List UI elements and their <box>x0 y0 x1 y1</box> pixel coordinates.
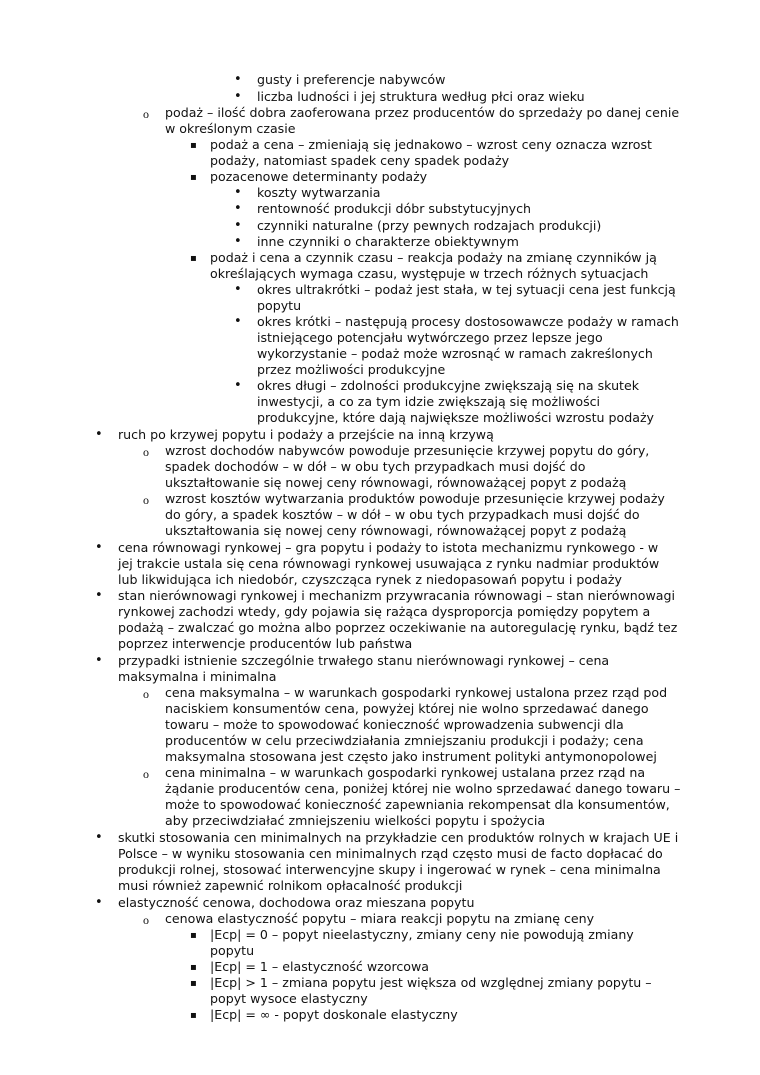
item-text: inne czynniki o charakterze obiektywnym <box>257 234 519 249</box>
item-text: czynniki naturalne (przy pewnych rodzajach produkcji) <box>257 218 602 233</box>
item-text: ruch po krzywej popytu i podaży a przejście na inną krzywą <box>118 427 494 442</box>
bullet-icon: o <box>143 445 149 459</box>
bullet-icon: o <box>143 767 149 781</box>
bullet-icon: • <box>234 378 242 393</box>
item-text: może to spowodować konieczność zapewniania rekompensat dla konsumentów, <box>165 797 670 812</box>
bullet-icon: ▪ <box>190 253 197 264</box>
item-text: Polsce – w wyniku stosowania cen minimalnych rząd często musi de facto dopłacać do <box>118 846 663 861</box>
item-text: wzrost dochodów nabywców powoduje przesunięcie krzywej popytu do góry, <box>165 443 650 458</box>
bullet-icon: ▪ <box>190 930 197 941</box>
item-text: podaży, natomiast spadek ceny spadek podaży <box>210 153 510 168</box>
item-text: podaż – ilość dobra zaoferowana przez producentów do sprzedaży po danej cenie <box>165 105 680 120</box>
bullet-icon: • <box>234 185 242 200</box>
item-text: |Ecp| > 1 – zmiana popytu jest większa od względnej zmiany popytu – <box>210 975 652 990</box>
bullet-icon: o <box>143 687 149 701</box>
item-text: popytu <box>210 943 255 958</box>
item-text: skutki stosowania cen minimalnych na przykładzie cen produktów rolnych w krajach UE i <box>118 830 679 845</box>
item-text: popyt wysoce elastyczny <box>210 991 368 1006</box>
bullet-icon: • <box>234 234 242 249</box>
item-text: żądanie producentów cena, poniżej której nie wolno sprzedawać danego towaru – <box>165 781 681 796</box>
item-text: ukształtowania się nowej ceny równowagi, równoważącej popyt z podażą <box>165 523 627 538</box>
item-text: naciskiem konsumentów cena, powyżej której nie wolno sprzedawać danego <box>165 701 649 716</box>
bullet-icon: • <box>95 427 103 442</box>
bullet-icon: o <box>143 913 149 927</box>
bullet-icon: • <box>234 314 242 329</box>
item-text: stan nierównowagi rynkowej i mechanizm przywracania równowagi – stan nierównowagi <box>118 588 675 603</box>
item-text: poprzez interwencje producentów lub państwa <box>118 636 413 651</box>
item-text: przypadki istnienie szczególnie trwałego stanu nierównowagi rynkowej – cena <box>118 653 610 668</box>
bullet-icon: • <box>95 653 103 668</box>
item-text: podaż a cena – zmieniają się jednakowo – wzrost ceny oznacza wzrost <box>210 137 652 152</box>
item-text: cena równowagi rynkowej – gra popytu i podaży to istota mechanizmu rynkowego - w <box>118 540 659 555</box>
item-text: cena maksymalna – w warunkach gospodarki rynkowej ustalona przez rząd pod <box>165 685 668 700</box>
item-text: |Ecp| = 1 – elastyczność wzorcowa <box>210 959 430 974</box>
item-text: maksymalna i minimalna <box>118 669 277 684</box>
item-text: liczba ludności i jej struktura według płci oraz wieku <box>257 89 585 104</box>
item-text: |Ecp| = ∞ - popyt doskonale elastyczny <box>210 1007 458 1022</box>
item-text: inwestycji, a co za tym idzie zwiększają się możliwości <box>257 394 601 409</box>
item-text: rynkowej zachodzi wtedy, gdy pojawia się rażąca dysproporcja pomiędzy popytem a <box>118 604 651 619</box>
item-text: jej trakcie ustala się cena równowagi rynkowej usuwająca z rynku nadmiar produktów <box>118 556 660 571</box>
item-text: produkcyjne, które dają największe możliwości wzrostu podaży <box>257 410 655 425</box>
item-text: podażą – zwalczać go można albo poprzez oczekiwanie na autoregulację rynku, bądź tez <box>118 620 678 635</box>
item-text: popytu <box>257 298 302 313</box>
item-text: istniejącego potencjału wytwórczego przez lepsze jego <box>257 330 603 345</box>
item-text: musi również zapewnić rolnikom opłacalność produkcji <box>118 878 463 893</box>
item-text: lub likwidująca ich niedobór, czyszcząca rynek z niedopasowań popytu i podaży <box>118 572 622 587</box>
bullet-icon: • <box>234 218 242 233</box>
bullet-icon: • <box>95 588 103 603</box>
item-text: wzrost kosztów wytwarzania produktów powoduje przesunięcie krzywej podaży <box>165 491 665 506</box>
bullet-icon: ▪ <box>190 978 197 989</box>
bullet-icon: • <box>95 540 103 555</box>
bullet-icon: • <box>234 201 242 216</box>
item-text: elastyczność cenowa, dochodowa oraz mieszana popytu <box>118 895 475 910</box>
item-text: producentów w celu przeciwdziałania zmniejszaniu produkcji i podaży; cena <box>165 733 644 748</box>
bullet-icon: o <box>143 107 149 121</box>
bullet-icon: • <box>234 282 242 297</box>
bullet-icon: • <box>234 89 242 104</box>
item-text: podaż i cena a czynnik czasu – reakcja podaży na zmianę czynników ją <box>210 250 657 265</box>
item-text: pozacenowe determinanty podaży <box>210 169 428 184</box>
bullet-icon: ▪ <box>190 1010 197 1021</box>
item-text: towaru – może to spowodować konieczność wprowadzenia subwencji dla <box>165 717 624 732</box>
bullet-icon: • <box>234 72 242 87</box>
item-text: spadek dochodów – w dół – w obu tych przypadkach musi dojść do <box>165 459 586 474</box>
item-text: aby przeciwdziałać zmniejszeniu wielkości popytu i spożycia <box>165 813 546 828</box>
item-text: |Ecp| = 0 – popyt nieelastyczny, zmiany ceny nie powodują zmiany <box>210 927 634 942</box>
item-text: koszty wytwarzania <box>257 185 381 200</box>
item-text: cena minimalna – w warunkach gospodarki rynkowej ustalana przez rząd na <box>165 765 646 780</box>
bullet-icon: o <box>143 493 149 507</box>
item-text: okres ultrakrótki – podaż jest stała, w tej sytuacji cena jest funkcją <box>257 282 676 297</box>
item-text: rentowność produkcji dóbr substytucyjnych <box>257 201 532 216</box>
item-text: maksymalna stosowana jest często jako instrument polityki antymonopolowej <box>165 749 657 764</box>
item-text: okres krótki – następują procesy dostosowawcze podaży w ramach <box>257 314 679 329</box>
item-text: cenowa elastyczność popytu – miara reakcji popytu na zmianę ceny <box>165 911 595 926</box>
item-text: do góry, a spadek kosztów – w dół – w obu tych przypadkach musi dojść do <box>165 507 640 522</box>
item-text: wykorzystanie – podaż może wzrosnąć w ramach zakreślonych <box>257 346 653 361</box>
item-text: w określonym czasie <box>165 121 296 136</box>
bullet-icon: ▪ <box>190 172 197 183</box>
bullet-icon: • <box>95 830 103 845</box>
item-text: produkcji rolnej, stosować interwencyjne skupy i ingerować w rynek – cena minimalna <box>118 862 661 877</box>
bullet-icon: ▪ <box>190 962 197 973</box>
item-text: ukształtowanie się nowej ceny równowagi, równoważącej popyt z podażą <box>165 475 627 490</box>
item-text: gusty i preferencje nabywców <box>257 72 446 87</box>
bullet-icon: • <box>95 895 103 910</box>
item-text: określających wymaga czasu, występuje w trzech różnych sytuacjach <box>210 266 649 281</box>
item-text: okres długi – zdolności produkcyjne zwiększają się na skutek <box>257 378 640 393</box>
bullet-icon: ▪ <box>190 140 197 151</box>
item-text: przez możliwości produkcyjne <box>257 362 446 377</box>
